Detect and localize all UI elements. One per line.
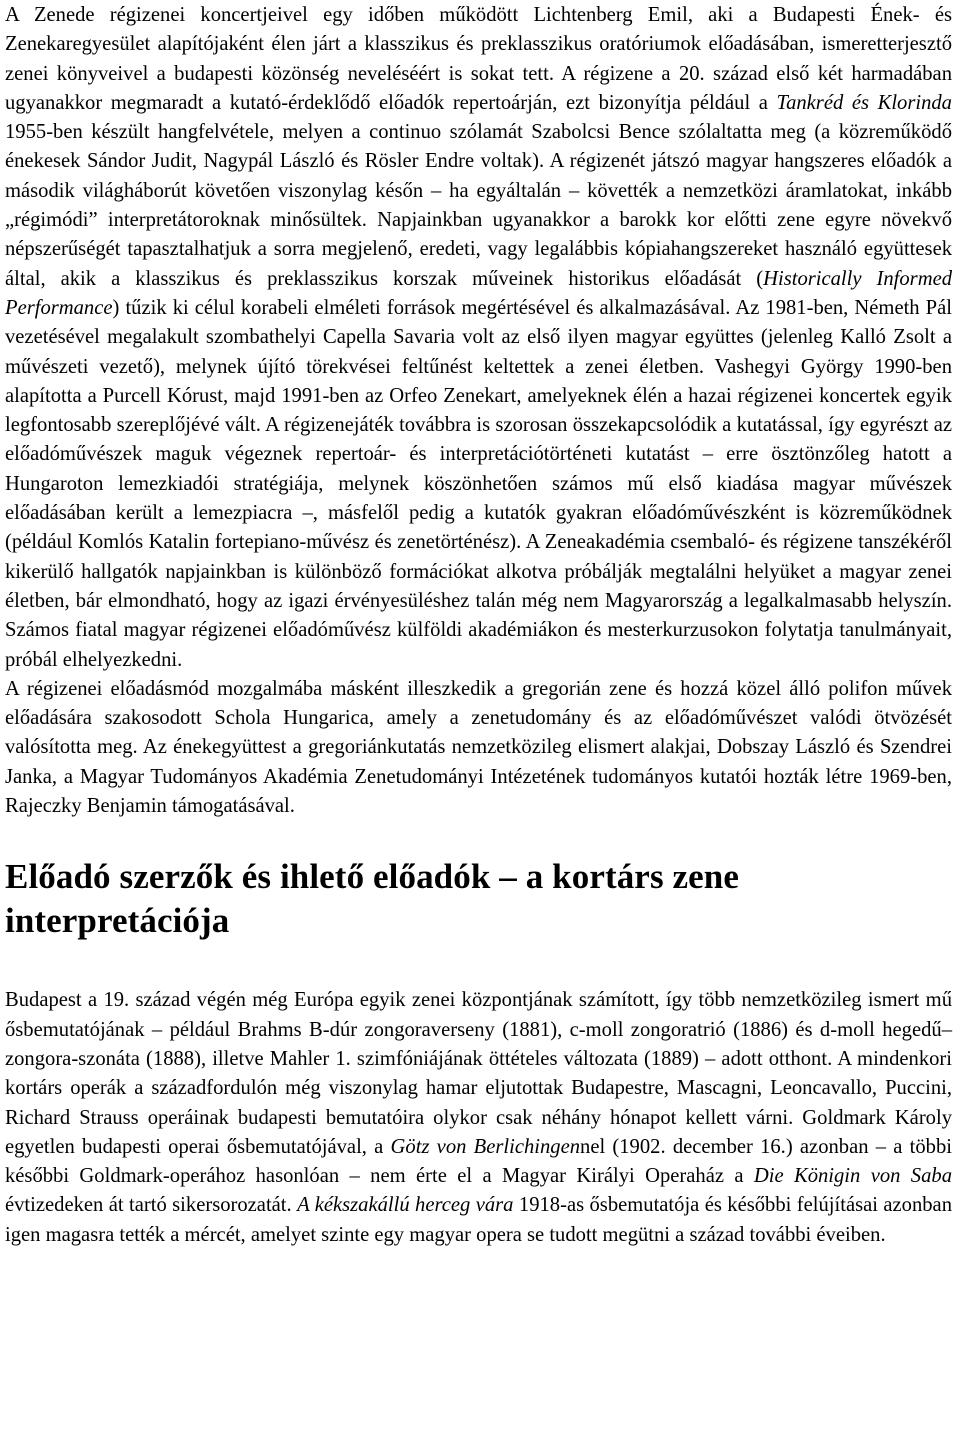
work-title: A kékszakállú herceg vára xyxy=(297,1194,514,1217)
paragraph-text: Budapest a 19. század végén még Európa egyik zenei központjának számított, így több nemzetközileg ismert mű ősbemutatójának – például Brahms B-dúr zongoraverseny (1881), c-moll zongoratrió (1886) és d-moll hegedű–zongora-szonáta (1888), illetve Mahler 1. szimfóniájának öttételes változata (1889) – adott otthont. A mindenkori kortárs operák a századfordulón még viszonylag hamar eljutottak Budapestre, Mascagni, Leoncavallo, Puccini, Richard Strauss operáinak budapesti bemutatóira olykor csak néhány hónapot kellett várni. Goldmark Károly egyetlen budapesti operai ősbemutatójával, a xyxy=(5,989,952,1158)
body-paragraph xyxy=(5,0,952,675)
paragraph-text: évtizedeken át tartó sikersorozatát. xyxy=(5,1194,298,1217)
paragraph-text: A Zenede régizenei koncertjeivel egy időben működött Lichtenberg Emil, aki a Budapesti Ének- és Zenekaregyesület alapítójaként élen járt a klasszikus és preklasszikus oratóriumok előadásában, ismeretterjesztő zenei könyveivel a budapesti közönség neveléséért is sokat tett. A régizene a 20. század első két harmadában ugyanakkor megmaradt a kutató-érdeklődő előadók repertoárján, ezt bizonyítja például a xyxy=(5,4,952,114)
work-title: Götz von Berlichingen xyxy=(390,1135,581,1158)
body-paragraph xyxy=(5,986,952,1250)
term-italic: Historically Informed Performance xyxy=(5,267,953,319)
paragraph-text: nel (1902. december 16.) azonban – a többi későbbi Goldmark-operához hasonlóan – nem érte el a Magyar Királyi Operaház a xyxy=(5,1135,952,1188)
body-paragraph: A régizenei előadásmód mozgalmába másként illeszkedik a gregorián zene és hozzá közel álló polifon művek előadására szakosodott Schola Hungarica, amely a zenetudomány és az előadóművészet valódi ötvözését valósította meg. Az énekegyüttest a gregoriánkutatás nemzetközileg elismert alakjai, Dobszay László és Szendrei Janka, a Magyar Tudományos Akadémia Zenetudományi Intézetének tudományos kutatói hozták létre 1969-ben, Rajeczky Benjamin támogatásával. xyxy=(5,677,952,818)
paragraph-text: ) tűzik ki célul korabeli elméleti források megértésével és alkalmazásával. Az 1981-ben, Németh Pál vezetésével megalakult szombathelyi Capella Savaria volt az első ilyen magyar együttes (jelenleg Kalló Zsolt a művészeti vezető), melynek újító törekvései feltűnést keltettek a zenei életben. Vashegyi György 1990-ben alapította a Purcell Kórust, majd 1991-ben az Orfeo Zenekart, amelyeknek élén a hazai régizenei koncertek egyik legfontosabb szereplőjévé vált. A régizenejáték továbbra is szorosan összekapcsolódik a kutatással, így egyrészt az előadóművészek maguk végeznek repertoár- és interpretációtörténeti kutatást – erre ösztönzőleg hatott a Hungaroton lemezkiadói stratégiája, melynek köszönhetően számos mű első kiadása magyar művészek előadásában került a lemezpiacra –, másfelől pedig a kutatók gyakran előadóművészként is közreműködnek (például Komlós Katalin fortepiano-művész és zenetörténész). A Zeneakadémia csembaló- és régizene tanszékéről kikerülő hallgatók napjainkban is különböző formációkat alkotva próbálják megtalálni helyüket a magyar zenei életben, bár elmondható, hogy az igazi érvényesüléshez talán még nem Magyarország a legalkalmasabb helyszín. Számos fiatal magyar régizenei előadóművész külföldi akadémiákon és mesterkurzusokon folytatja tanulmányait, próbál elhelyezkedni. xyxy=(5,296,952,671)
paragraph-text: 1955-ben készült hangfelvétele, melyen a continuo szólamát Szabolcsi Bence szólaltatta meg (a közreműködő énekesek Sándor Judit, Nagypál László és Rösler Endre voltak). A régizenét játszó magyar hangszeres előadók a második világháborút követően viszonylag későn – ha egyáltalán – követték a nemzetközi áramlatokat, inkább „régimódi” interpretátoroknak minősültek. Napjainkban ugyanakkor a barokk kor előtti zene egyre növekvő népszerűségét tapasztalhatjuk a sorra megjelenő, eredeti, vagy legalábbis kópiahangszereket használó együttesek által, akik a klasszikus és preklasszikus korszak műveinek historikus előadását ( xyxy=(5,121,952,290)
paragraph-text: 1918-as ősbemutatója és későbbi felújításai azonban igen magasra tették a mércét, amelyet szinte egy magyar opera se tudott megütni a század további éveiben. xyxy=(5,1194,952,1246)
section-heading: Előadó szerzők és ihlető előadók – a kortárs zene interpretációja xyxy=(5,857,739,941)
work-title: Tankréd és Klorinda xyxy=(776,91,952,114)
work-title: Die Königin von Saba xyxy=(753,1165,952,1188)
